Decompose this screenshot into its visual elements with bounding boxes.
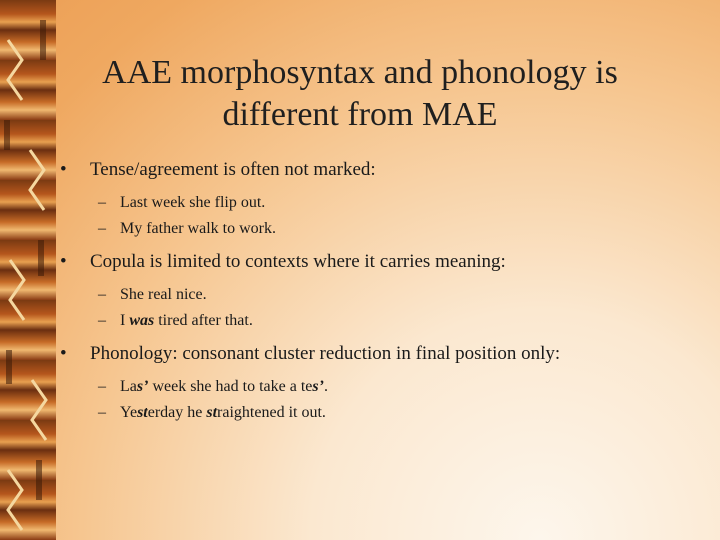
bullet-icon: • <box>60 251 67 272</box>
bullet-text: Copula is limited to contexts where it carries meaning: <box>90 251 506 272</box>
bullet-text: Tense/agreement is often not marked: <box>90 159 376 180</box>
bullet-icon: • <box>60 159 67 180</box>
example-list <box>60 376 700 424</box>
example-text: She real nice. <box>120 286 207 303</box>
dash-icon: – <box>98 404 106 421</box>
bullet-item <box>60 158 700 182</box>
example-text: My father walk to work. <box>120 220 276 237</box>
example-list <box>60 284 700 332</box>
example-text: . <box>323 378 328 395</box>
emphasized-text: s’ <box>136 378 149 395</box>
bullet-text: Phonology: consonant cluster reduction in final position only: <box>90 343 561 364</box>
dash-icon: – <box>98 220 106 237</box>
example-item <box>60 402 700 424</box>
example-item <box>60 218 700 240</box>
dash-icon: – <box>98 378 106 395</box>
bullet-icon: • <box>60 343 67 364</box>
dash-icon: – <box>98 286 106 303</box>
decorative-side-stripe <box>0 0 56 540</box>
zigzag-pattern-icon <box>0 0 56 540</box>
example-text: raightened it out. <box>217 404 326 421</box>
example-item <box>60 284 700 306</box>
example-list <box>60 192 700 240</box>
example-item <box>60 310 700 332</box>
example-item <box>60 192 700 214</box>
example-text: Ye <box>120 404 138 421</box>
example-text: week she had to take a te <box>148 378 313 395</box>
bullet-item <box>60 250 700 274</box>
slide-title: AAE morphosyntax and phonology is different from MAE <box>102 54 618 133</box>
emphasized-text: was <box>129 312 155 329</box>
example-text: La <box>120 378 137 395</box>
bullet-list <box>60 158 700 434</box>
bullet-item <box>60 342 700 366</box>
example-text: erday he <box>147 404 207 421</box>
emphasized-text: s’ <box>312 378 324 395</box>
emphasized-text: st <box>137 404 148 421</box>
dash-icon: – <box>98 194 106 211</box>
dash-icon: – <box>98 312 106 329</box>
emphasized-text: st <box>206 404 218 421</box>
example-text: Last week she flip out. <box>120 194 266 211</box>
example-item <box>60 376 700 398</box>
example-text: tired after that. <box>154 312 253 329</box>
example-text: I <box>120 312 130 329</box>
